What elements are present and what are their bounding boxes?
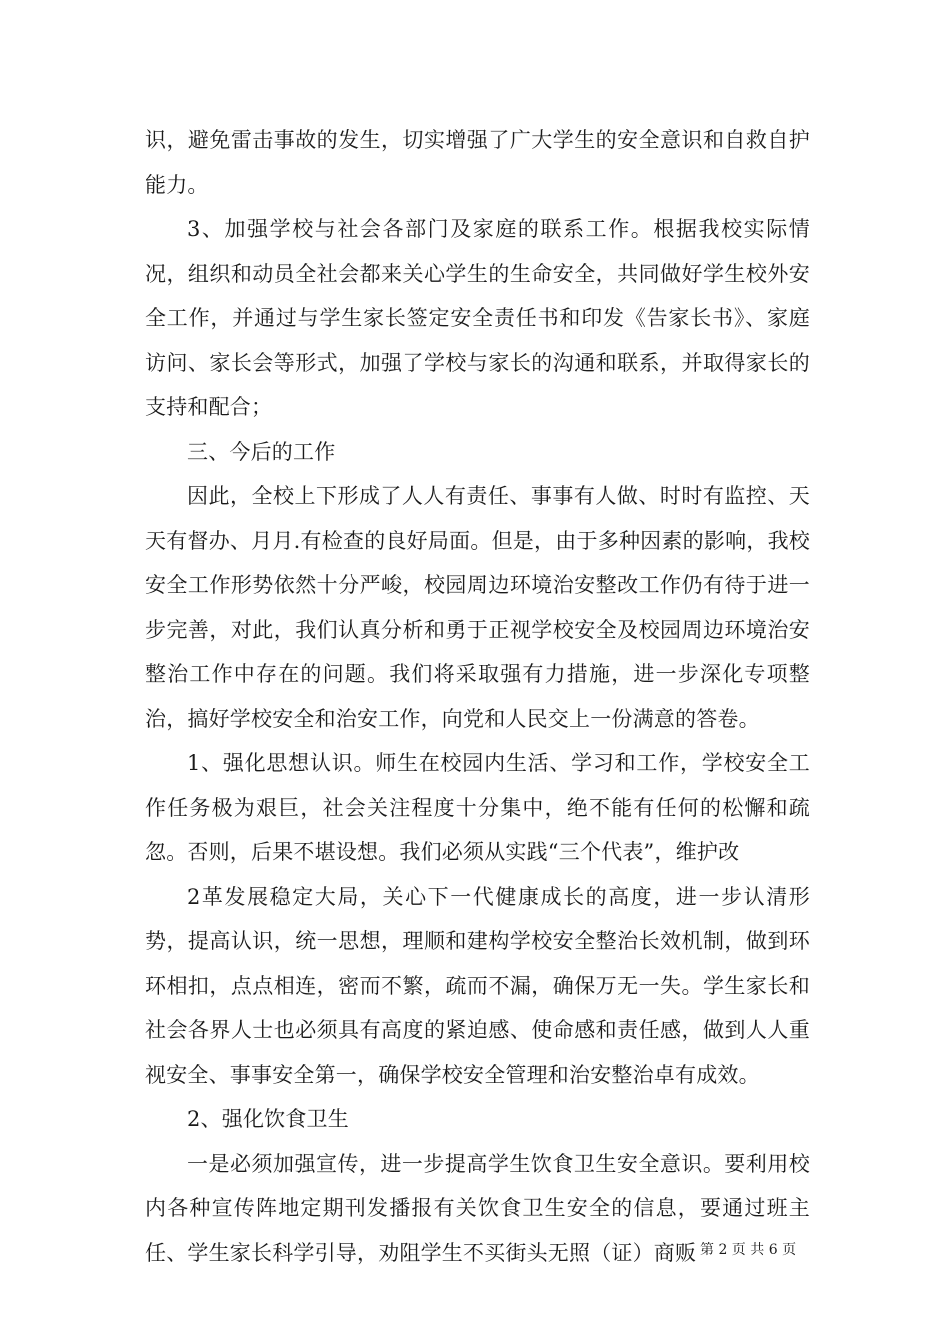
paragraph-summary: 因此，全校上下形成了人人有责任、事事有人做、时时有监控、天天有督办、月月.有检查的良好局面。但是，由于多种因素的影响，我校安全工作形势依然十分严峻，校园周边环境治安整改工作仍有待于进一步完善，对此，我们认真分析和勇于正视学校安全及校园周边环境治安整治工作中存在的问题。我们将采取强有力措施，进一步深化专项整治，搞好学校安全和治安工作，向党和人民交上一份满意的答卷。 <box>145 484 810 731</box>
subheading-food-hygiene: 2、强化饮食卫生 <box>187 1107 349 1131</box>
document-body <box>145 118 810 1275</box>
paragraph-item-1: 1、强化思想认识。师生在校园内生活、学习和工作，学校安全工作任务极为艰巨，社会关注程度十分集中，绝不能有任何的松懈和疏忽。否则，后果不堪设想。我们必须从实践“三个代表”，维护改 <box>145 751 810 864</box>
page-number-footer: 第 2 页 共 6 页 <box>700 1242 797 1258</box>
paragraph-item-1-continued: 2革发展稳定大局，关心下一代健康成长的高度，进一步认清形势，提高认识，统一思想，理顺和建构学校安全整治长效机制，做到环环相扣，点点相连，密而不繁，疏而不漏，确保万无一失。学生家长和社会各界人士也必须具有高度的紧迫感、使命感和责任感，做到人人重视安全、事事安全第一，确保学校安全管理和治安整治卓有成效。 <box>145 884 810 1087</box>
paragraph-continuation: 识，避免雷击事故的发生，切实增强了广大学生的安全意识和自救自护能力。 <box>145 128 810 197</box>
paragraph-item-3: 3、加强学校与社会各部门及家庭的联系工作。根据我校实际情况，组织和动员全社会都来关心学生的生命安全，共同做好学生校外安全工作，并通过与学生家长签定安全责任书和印发《告家长书》、家庭访问、家长会等形式，加强了学校与家长的沟通和联系，并取得家长的支持和配合； <box>145 217 810 419</box>
paragraph-food-hygiene: 一是必须加强宣传，进一步提高学生饮食卫生安全意识。要利用校内各种宣传阵地定期刊发播报有关饮食卫生安全的信息，要通过班主任、学生家长科学引导，劝阻学生不买街头无照（证）商贩 <box>145 1151 810 1265</box>
section-heading-future-work: 三、今后的工作 <box>187 439 336 464</box>
